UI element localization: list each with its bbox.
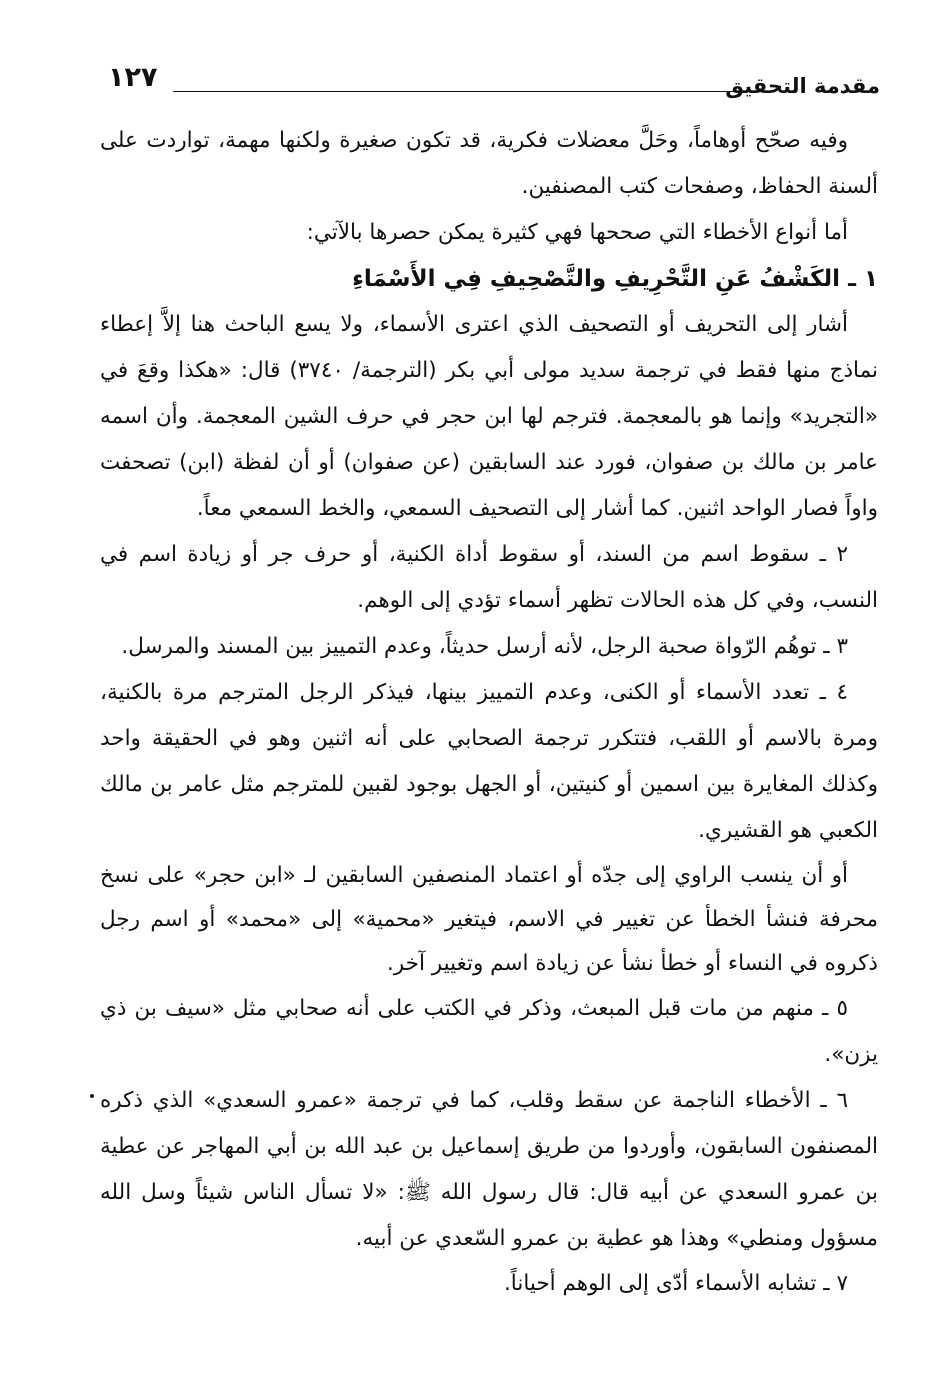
running-title: مقدمة التحقيق — [725, 74, 880, 98]
section-heading: ١ ـ الكَشْفُ عَنِ التَّحْرِيفِ والتَّصْحِيفِ فِي الأَسْمَاءِ — [352, 266, 878, 292]
paragraph-item-2: ٢ ـ سقوط اسم من السند، أو سقوط أداة الكنية، أو حرف جر أو زيادة اسم في النسب، وفي كل هذه الحالات تظهر أسماء تؤدي إلى الوهم. — [100, 542, 878, 613]
paragraph-item-4-cont: أو أن ينسب الراوي إلى جدّه أو اعتماد المنصفين السابقين لـ «ابن حجر» على نسخ محرفة فنشأ الخطأ عن تغيير في الاسم، فيتغير «محمية» إلى «محمد» أو اسم رجل ذكروه في النساء أو خطأ نشأ عن زيادة اسم وتغيير آخر. — [100, 863, 878, 976]
page-header — [108, 62, 880, 102]
paragraph-item-7: ٧ ـ تشابه الأسماء أدّى إلى الوهم أحياناً. — [503, 1271, 848, 1296]
paragraph-error-types: أما أنواع الأخطاء التي صححها فهي كثيرة يمكن حصرها بالآتي: — [306, 220, 848, 245]
paragraph-intro: وفيه صحّح أوهاماً، وحَلَّ معضلات فكرية، قد تكون صغيرة ولكنها مهمة، تواردت على ألسنة الحفاظ، وصفحات كتب المصنفين. — [100, 128, 878, 199]
paragraph-item-6: ٦ ـ الأخطاء الناجمة عن سقط وقلب، كما في ترجمة «عمرو السعدي» الذي ذكره المصنفون السابقون، وأوردوا من طريق إسماعيل بن عبد الله بن أبي المهاجر عن عطية بن عمرو السعدي عن أبيه قال: قال رسول الله ﷺ: «لا تسأل الناس شيئاً وسل الله مسؤول ومنطي» وهذا هو عطية بن عمرو السّعدي عن أبيه. — [100, 1088, 878, 1251]
page-number: ١٢٧ — [108, 62, 158, 93]
paragraph-item-5: ٥ ـ منهم من مات قبل المبعث، وذكر في الكتب على أنه صحابي مثل «سيف بن ذي يزن». — [100, 996, 878, 1067]
margin-mark — [90, 1094, 94, 1098]
header-rule — [173, 91, 760, 92]
paragraph-item-1: أشار إلى التحريف أو التصحيف الذي اعترى الأسماء، ولا يسع الباحث هنا إلاَّ إعطاء نماذج منها فقط في ترجمة سديد مولى أبي بكر (الترجمة/ ٣٧٤٠) قال: «هكذا وقعَ في «التجريد» وإنما هو بالمعجمة. فترجم لها ابن حجر في حرف الشين المعجمة. وأن اسمه عامر بن مالك بن صفوان، فورد عند السابقين (عن صفوان) أو أن لفظة (ابن) تصحفت واواً فصار الواحد اثنين. كما أشار إلى التصحيف السمعي، والخط السمعي معاً. — [100, 312, 879, 521]
paragraph-item-4: ٤ ـ تعدد الأسماء أو الكنى، وعدم التمييز بينها، فيذكر الرجل المترجم مرة بالكنية، ومرة بالاسم أو اللقب، فتتكرر ترجمة الصحابي على أنه اثنين وهو في الحقيقة واحد وكذلك المغايرة بين اسمين أو كنيتين، أو الجهل بوجود لقبين للمترجم مثل عامر بن مالك الكعبي هو القشيري. — [100, 680, 878, 843]
page-body — [100, 118, 878, 1306]
paragraph-item-3: ٣ ـ توهُم الرّواة صحبة الرجل، لأنه أرسل حديثاً، وعدم التمييز بين المسند والمرسل. — [121, 634, 848, 659]
